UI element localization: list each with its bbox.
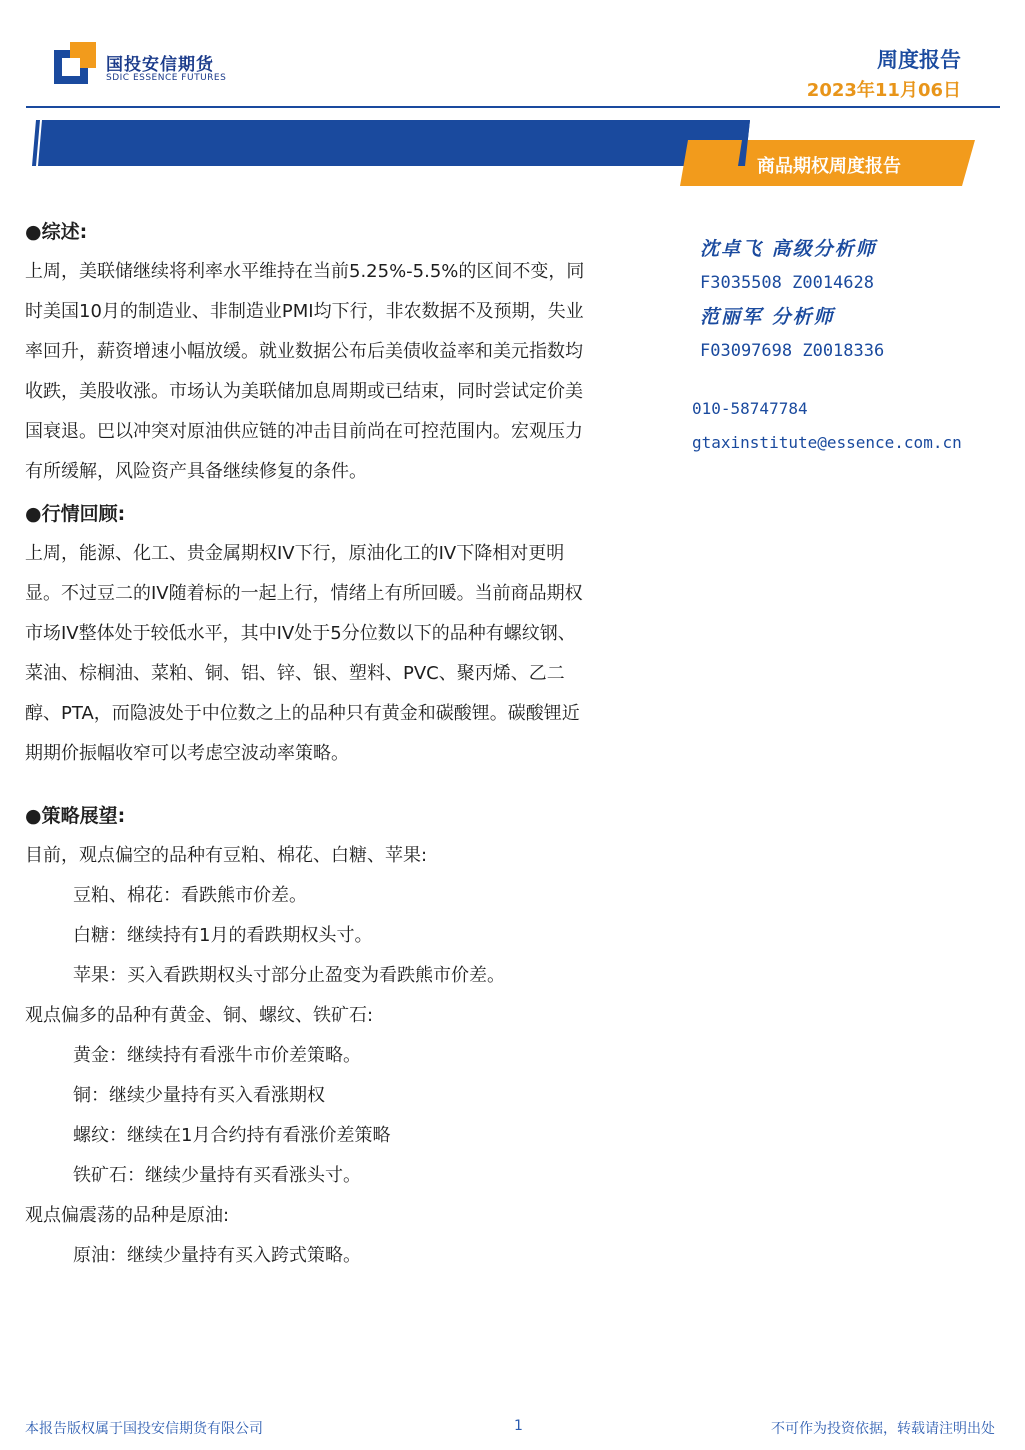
bearish-intro: 目前，观点偏空的品种有豆粕、棉花、白糖、苹果: xyxy=(25,845,428,866)
summary-heading: ●综述: xyxy=(25,221,88,243)
main-content xyxy=(25,210,590,1276)
bullish-intro: 观点偏多的品种有黄金、铜、螺纹、铁矿石: xyxy=(25,1005,374,1026)
spacer xyxy=(25,774,590,794)
company-logo xyxy=(54,42,254,90)
footer-disclaimer: 不可作为投资依据，转载请注明出处 xyxy=(771,1421,995,1437)
contact-email[interactable]: gtaxinstitute@essence.com.cn xyxy=(692,433,962,452)
logo-mark-icon xyxy=(54,42,98,86)
report-date: 2023年11月06日 xyxy=(806,80,961,101)
neutral-intro: 观点偏震荡的品种是原油: xyxy=(25,1205,230,1226)
analyst-name: 沈卓飞 高级分析师 xyxy=(700,238,877,260)
logo-text-en: SDIC ESSENCE FUTURES xyxy=(106,73,227,83)
list-item: 螺纹：继续在1月合约持有看涨价差策略 xyxy=(73,1125,391,1146)
list-item: 白糖：继续持有1月的看跌期权头寸。 xyxy=(73,925,373,946)
report-type: 周度报告 xyxy=(877,48,961,72)
page-footer xyxy=(0,1418,1025,1440)
analyst-license: F03097698 Z0018336 xyxy=(700,341,885,361)
review-text: 上周，能源、化工、贵金属期权IV下行，原油化工的IV下降相对更明显。不过豆二的IV随着标的一起上行，情绪上有所回暖。当前商品期权市场IV整体处于较低水平，其中IV处于5分位数以下的品种有螺纹钢、菜油、棕榈油、菜粕、铜、铝、锌、银、塑料、PVC、聚丙烯、乙二醇、PTA，而隐波处于中位数之上的品种只有黄金和碳酸锂。碳酸锂近期期价振幅收窄可以考虑空波动率策略。 xyxy=(25,543,583,764)
footer-copyright: 本报告版权属于国投安信期货有限公司 xyxy=(25,1421,263,1437)
summary-text: 上周，美联储继续将利率水平维持在当前5.25%-5.5%的区间不变，同时美国10月的制造业、非制造业PMI均下行，非农数据不及预期，失业率回升，薪资增速小幅放缓。就业数据公布后美债收益率和美元指数均收跌，美股收涨。市场认为美联储加息周期或已结束，同时尝试定价美国衰退。巴以冲突对原油供应链的冲击目前尚在可控范围内。宏观压力有所缓解，风险资产具备继续修复的条件。 xyxy=(25,261,585,482)
list-item: 黄金：继续持有看涨牛市价差策略。 xyxy=(73,1045,361,1066)
list-item: 苹果：买入看跌期权头寸部分止盈变为看跌熊市价差。 xyxy=(73,965,505,986)
logo-text-cn: 国投安信期货 xyxy=(106,55,214,75)
analyst-license: F3035508 Z0014628 xyxy=(700,273,874,293)
banner-title: 商品期权周度报告 xyxy=(757,156,901,177)
list-item: 铜：继续少量持有买入看涨期权 xyxy=(73,1085,325,1106)
page-number: 1 xyxy=(514,1418,523,1434)
analyst-name: 范丽军 分析师 xyxy=(700,306,835,328)
list-item: 豆粕、棉花：看跌熊市价差。 xyxy=(73,885,307,906)
contact-phone: 010-58747784 xyxy=(692,399,808,418)
review-heading: ●行情回顾: xyxy=(25,503,126,525)
list-item: 铁矿石：继续少量持有买看涨头寸。 xyxy=(73,1165,361,1186)
strategy-heading: ●策略展望: xyxy=(25,805,126,827)
list-item: 原油：继续少量持有买入跨式策略。 xyxy=(73,1245,361,1266)
analyst-sidebar xyxy=(692,232,962,460)
header-divider xyxy=(26,106,1000,108)
